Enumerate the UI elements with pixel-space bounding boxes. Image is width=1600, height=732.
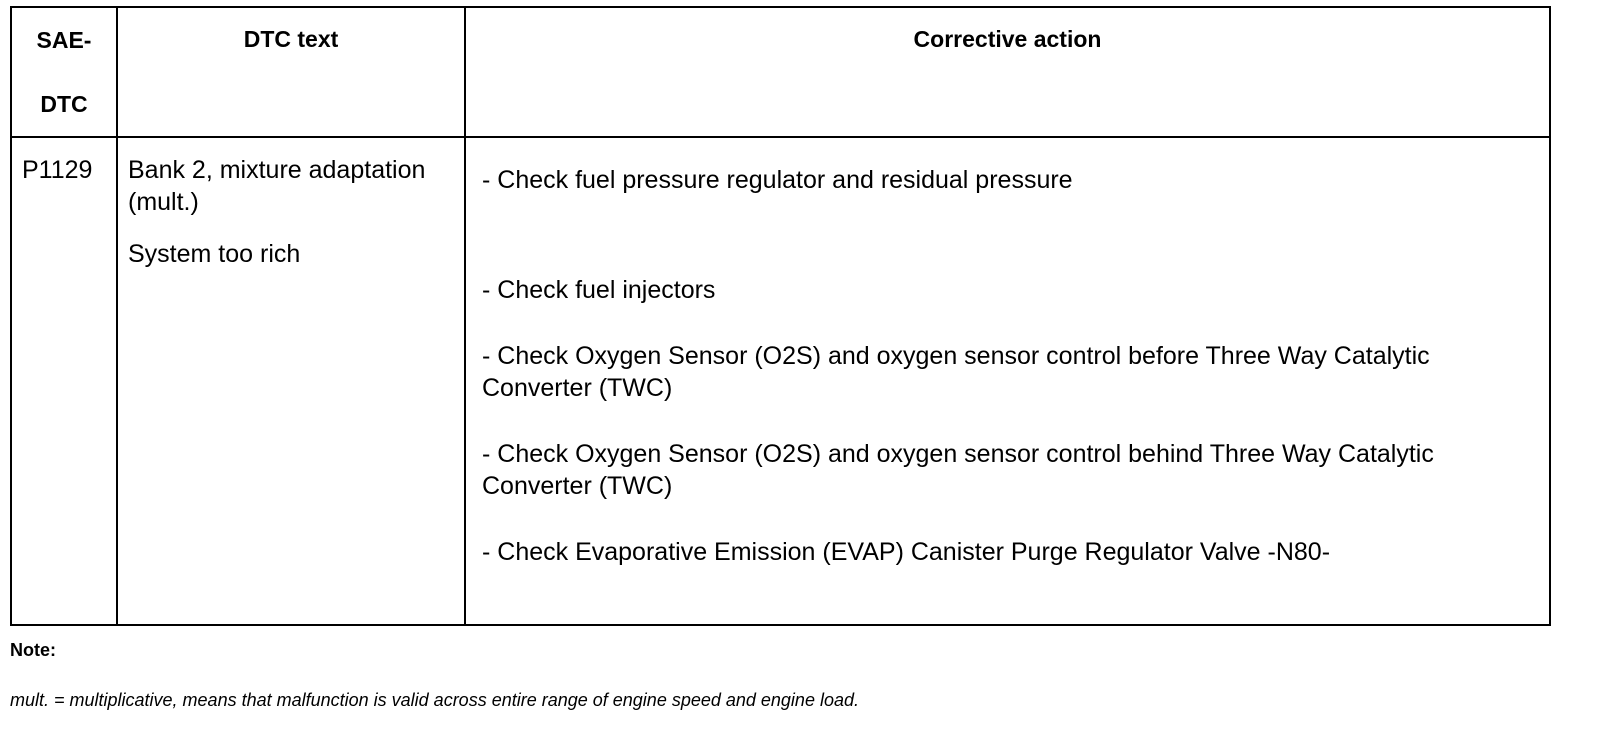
dtc-text-cell — [117, 137, 465, 625]
dtc-condition: System too rich — [128, 240, 301, 268]
corrective-action-cell — [465, 137, 1550, 625]
action-item: - Check Oxygen Sensor (O2S) and oxygen sensor control behind Three Way Catalytic Converter (TWC) — [482, 440, 1434, 500]
dtc-code-cell: P1129 — [11, 137, 117, 625]
action-item: - Check fuel injectors — [482, 276, 716, 304]
action-item: - Check Oxygen Sensor (O2S) and oxygen sensor control before Three Way Catalytic Converter (TWC) — [482, 342, 1430, 402]
sae-header-line2: DTC — [40, 91, 88, 117]
action-item: - Check fuel pressure regulator and residual pressure — [482, 166, 1073, 194]
table-row — [11, 137, 1550, 625]
note-label: Note: — [10, 640, 56, 660]
dtc-table — [10, 6, 1551, 626]
header-row — [11, 7, 1550, 137]
column-header-corrective-action — [465, 7, 1550, 137]
note-text: mult. = multiplicative, means that malfunction is valid across entire range of engine speed and engine load. — [10, 690, 859, 710]
dtc-description: Bank 2, mixture adaptation (mult.) — [128, 156, 426, 216]
table-header — [11, 7, 1550, 137]
sae-header-line1: SAE- — [36, 27, 92, 53]
corrective-action-header-label: Corrective action — [913, 26, 1102, 52]
column-header-dtc-text — [117, 7, 465, 137]
action-item: - Check Evaporative Emission (EVAP) Canister Purge Regulator Valve -N80- — [482, 538, 1331, 566]
dtc-text-header-label: DTC text — [243, 26, 339, 52]
column-header-sae-dtc — [11, 7, 117, 137]
